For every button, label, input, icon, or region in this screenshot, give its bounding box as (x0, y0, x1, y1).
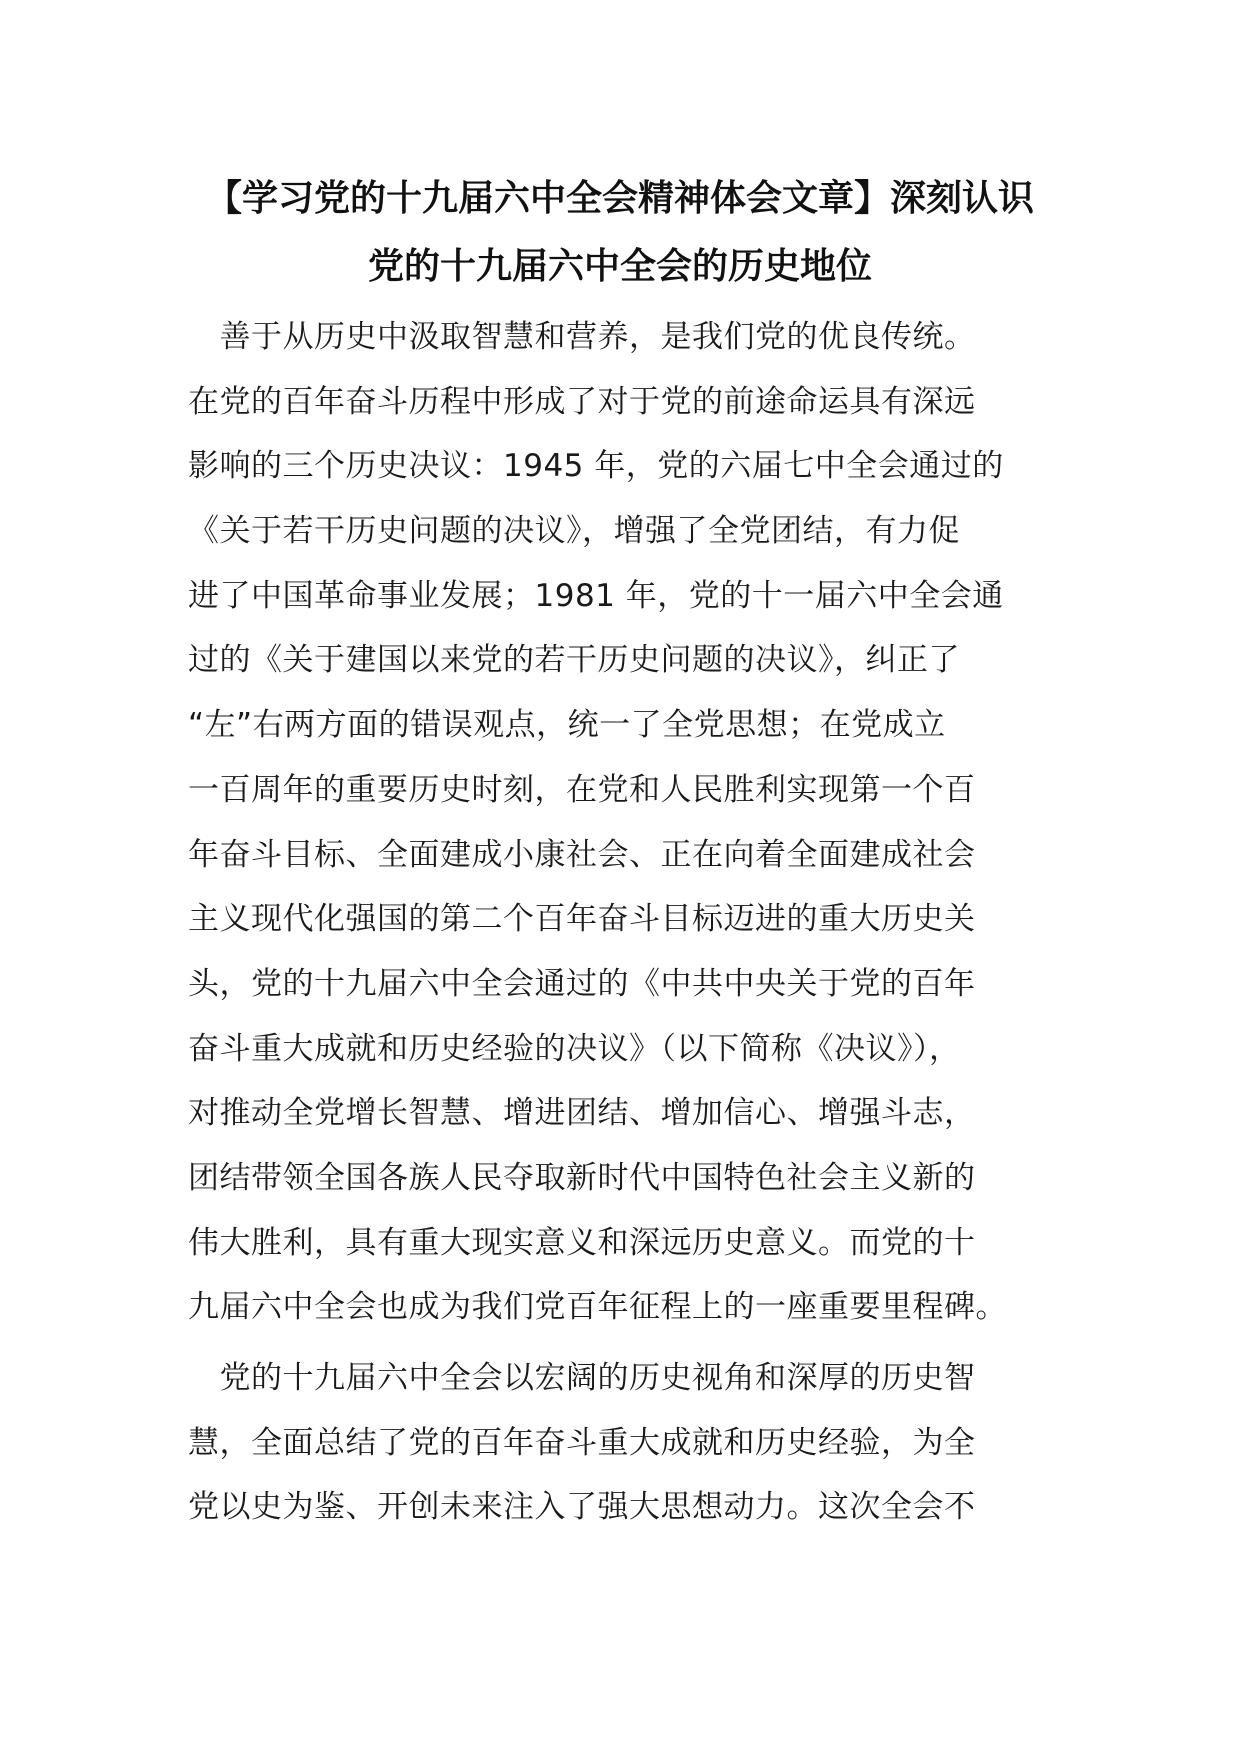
title-line: 【学习党的十九届六中全会精神体会文章】深刻认识 (205, 178, 1034, 219)
paragraph-2 (188, 1346, 1068, 1540)
paragraph-line: 九届六中全会也成为我们党百年征程上的一座重要里程碑。 (188, 1289, 1007, 1326)
paragraph-line: 过的《关于建国以来党的若干历史问题的决议》，纠正了 (188, 642, 960, 679)
paragraph-line: “左”右两方面的错误观点，统一了全党思想；在党成立 (188, 707, 946, 744)
paragraph-line: 对推动全党增长智慧、增进团结、增加信心、增强斗志， (188, 1095, 976, 1132)
paragraph-line: 奋斗重大成就和历史经验的决议》（以下简称《决议》）， (188, 1030, 961, 1067)
paragraph-line: 进了中国革命事业发展；1981 年，党的十一届六中全会通 (188, 577, 1004, 614)
paragraph-line: 年奋斗目标、全面建成小康社会、正在向着全面建成社会 (188, 836, 976, 873)
paragraph-line: 一百周年的重要历史时刻，在党和人民胜利实现第一个百 (188, 771, 976, 808)
paragraph-line: 在党的百年奋斗历程中形成了对于党的前途命运具有深远 (188, 383, 976, 420)
paragraph-line: 党以史为鉴、开创未来注入了强大思想动力。这次全会不 (188, 1489, 976, 1526)
paragraph-line: 慧，全面总结了党的百年奋斗重大成就和历史经验，为全 (188, 1424, 976, 1461)
paragraph-line: 团结带领全国各族人民夺取新时代中国特色社会主义新的 (188, 1159, 976, 1196)
title-line: 党的十九届六中全会的历史地位 (367, 246, 872, 287)
paragraph-line: 主义现代化强国的第二个百年奋斗目标迈进的重大历史关 (188, 901, 976, 938)
document-body (188, 305, 1068, 1540)
paragraph-line: 影响的三个历史决议：1945 年，党的六届七中全会通过的 (188, 448, 1004, 485)
document-title (180, 165, 1060, 301)
paragraph-line: 党的十九届六中全会以宏阔的历史视角和深厚的历史智 (188, 1360, 976, 1396)
paragraph-1 (188, 305, 1068, 1340)
paragraph-line: 善于从历史中汲取智慧和营养，是我们党的优良传统。 (188, 319, 976, 355)
paragraph-line: 伟大胜利，具有重大现实意义和深远历史意义。而党的十 (188, 1224, 976, 1261)
paragraph-line: 《关于若干历史问题的决议》，增强了全党团结，有力促 (188, 513, 960, 550)
paragraph-line: 头，党的十九届六中全会通过的《中共中央关于党的百年 (188, 965, 976, 1002)
